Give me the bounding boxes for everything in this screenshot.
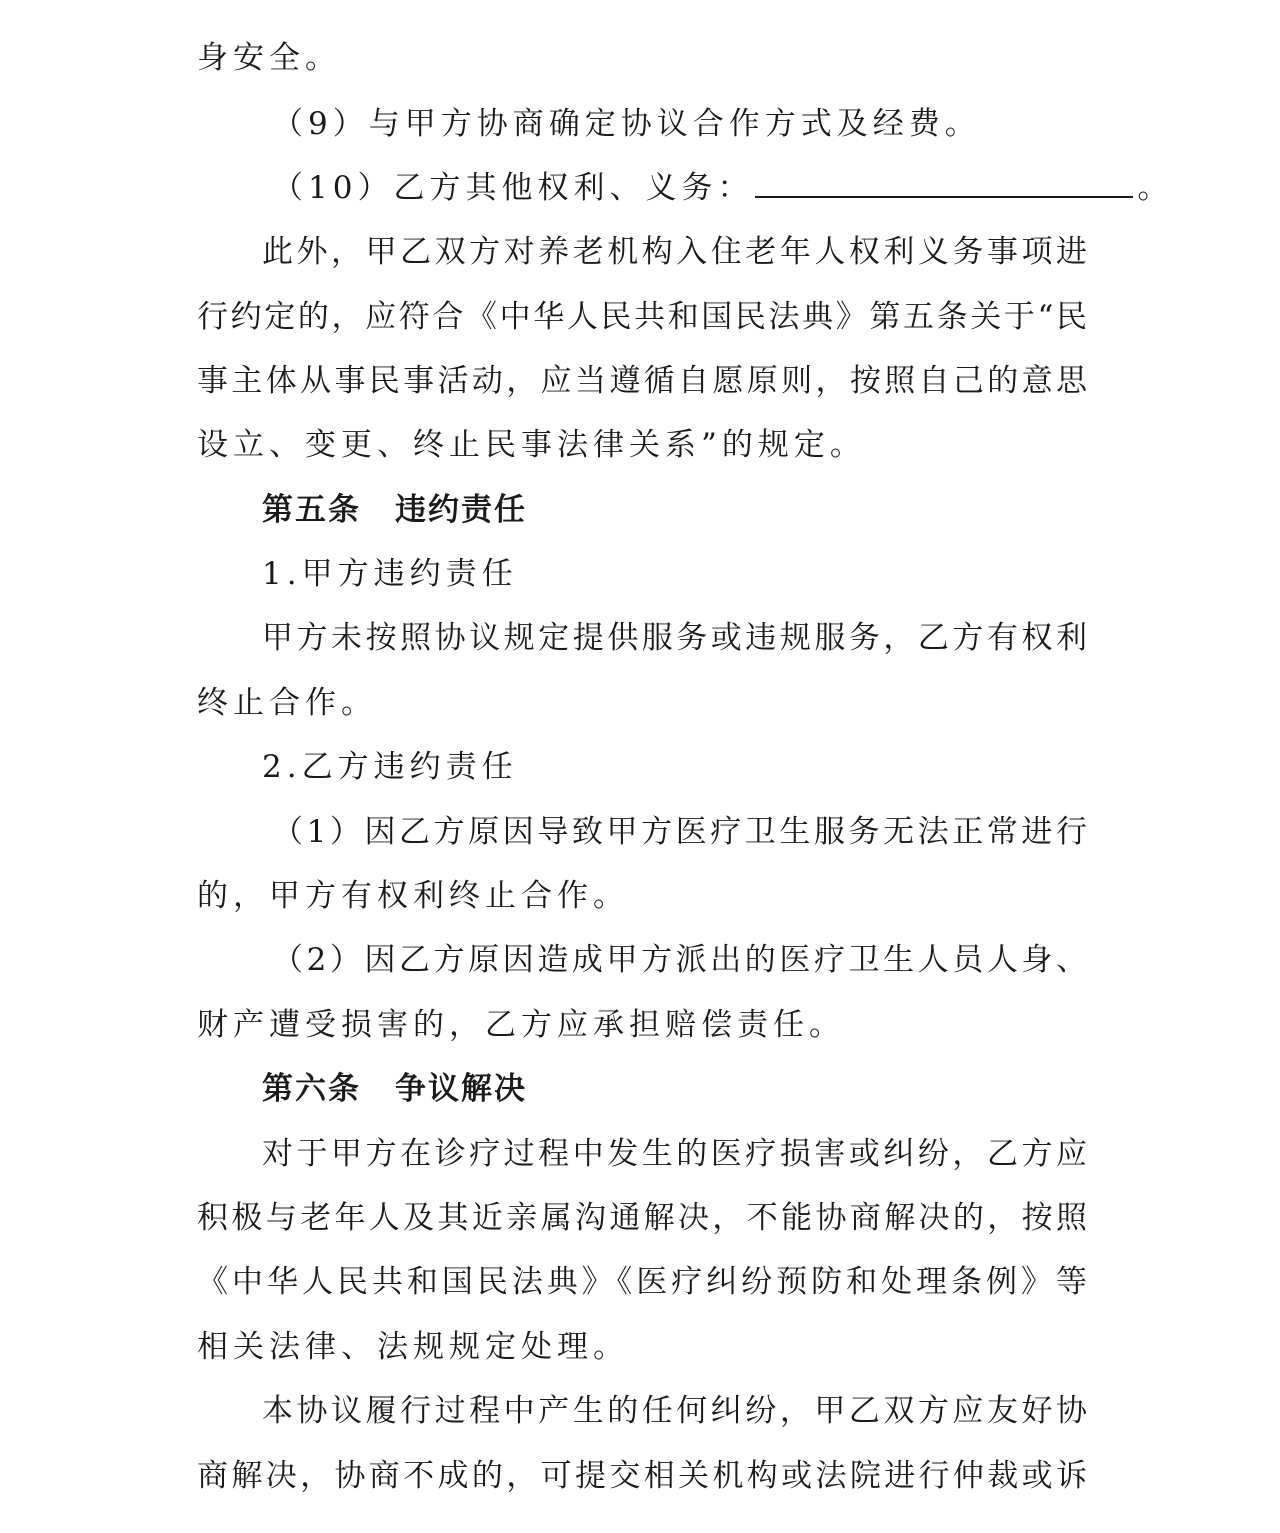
subsection-heading: 1.甲方违约责任 (262, 556, 518, 592)
paragraph-line: 《中华人民共和国民法典》《医疗纠纷预防和处理条例》等 (197, 1264, 1087, 1300)
paragraph-line: （1）因乙方原因导致甲方医疗卫生服务无法正常进行 (272, 814, 1087, 850)
paragraph-line: 本协议履行过程中产生的任何纠纷，甲乙双方应友好协 (262, 1393, 1087, 1429)
paragraph-line: 身安全。 (197, 40, 341, 76)
article-6-heading: 第六条 争议解决 (262, 1071, 527, 1107)
paragraph-line: 行约定的，应符合《中华人民共和国民法典》第五条关于“民 (197, 299, 1087, 335)
paragraph-line: 商解决，协商不成的，可提交相关机构或法院进行仲裁或诉 (197, 1458, 1087, 1494)
paragraph-line: 财产遭受损害的，乙方应承担赔偿责任。 (197, 1007, 845, 1043)
article-5-heading: 第五条 违约责任 (262, 492, 527, 528)
fill-in-blank[interactable] (755, 168, 1133, 198)
subsection-heading: 2.乙方违约责任 (262, 749, 518, 785)
paragraph-line: 设立、变更、终止民事法律关系”的规定。 (197, 427, 866, 463)
paragraph-line: 终止合作。 (197, 685, 377, 721)
clause-10: （10）乙方其他权利、义务： 。 (272, 170, 1174, 206)
clause-9: （9）与甲方协商确定协议合作方式及经费。 (272, 106, 981, 142)
paragraph-line: 的，甲方有权利终止合作。 (197, 878, 629, 914)
paragraph-line: 甲方未按照协议规定提供服务或违规服务，乙方有权利 (262, 620, 1087, 656)
paragraph-line: （2）因乙方原因造成甲方派出的医疗卫生人员人身、 (272, 942, 1087, 978)
paragraph-line: 对于甲方在诊疗过程中发生的医疗损害或纠纷，乙方应 (262, 1136, 1087, 1172)
paragraph-line: 积极与老年人及其近亲属沟通解决，不能协商解决的，按照 (197, 1200, 1087, 1236)
paragraph-line: 此外，甲乙双方对养老机构入住老年人权利义务事项进 (262, 234, 1087, 270)
paragraph-line: 事主体从事民事活动，应当遵循自愿原则，按照自己的意思 (197, 363, 1087, 399)
paragraph-line: 相关法律、法规规定处理。 (197, 1329, 629, 1365)
